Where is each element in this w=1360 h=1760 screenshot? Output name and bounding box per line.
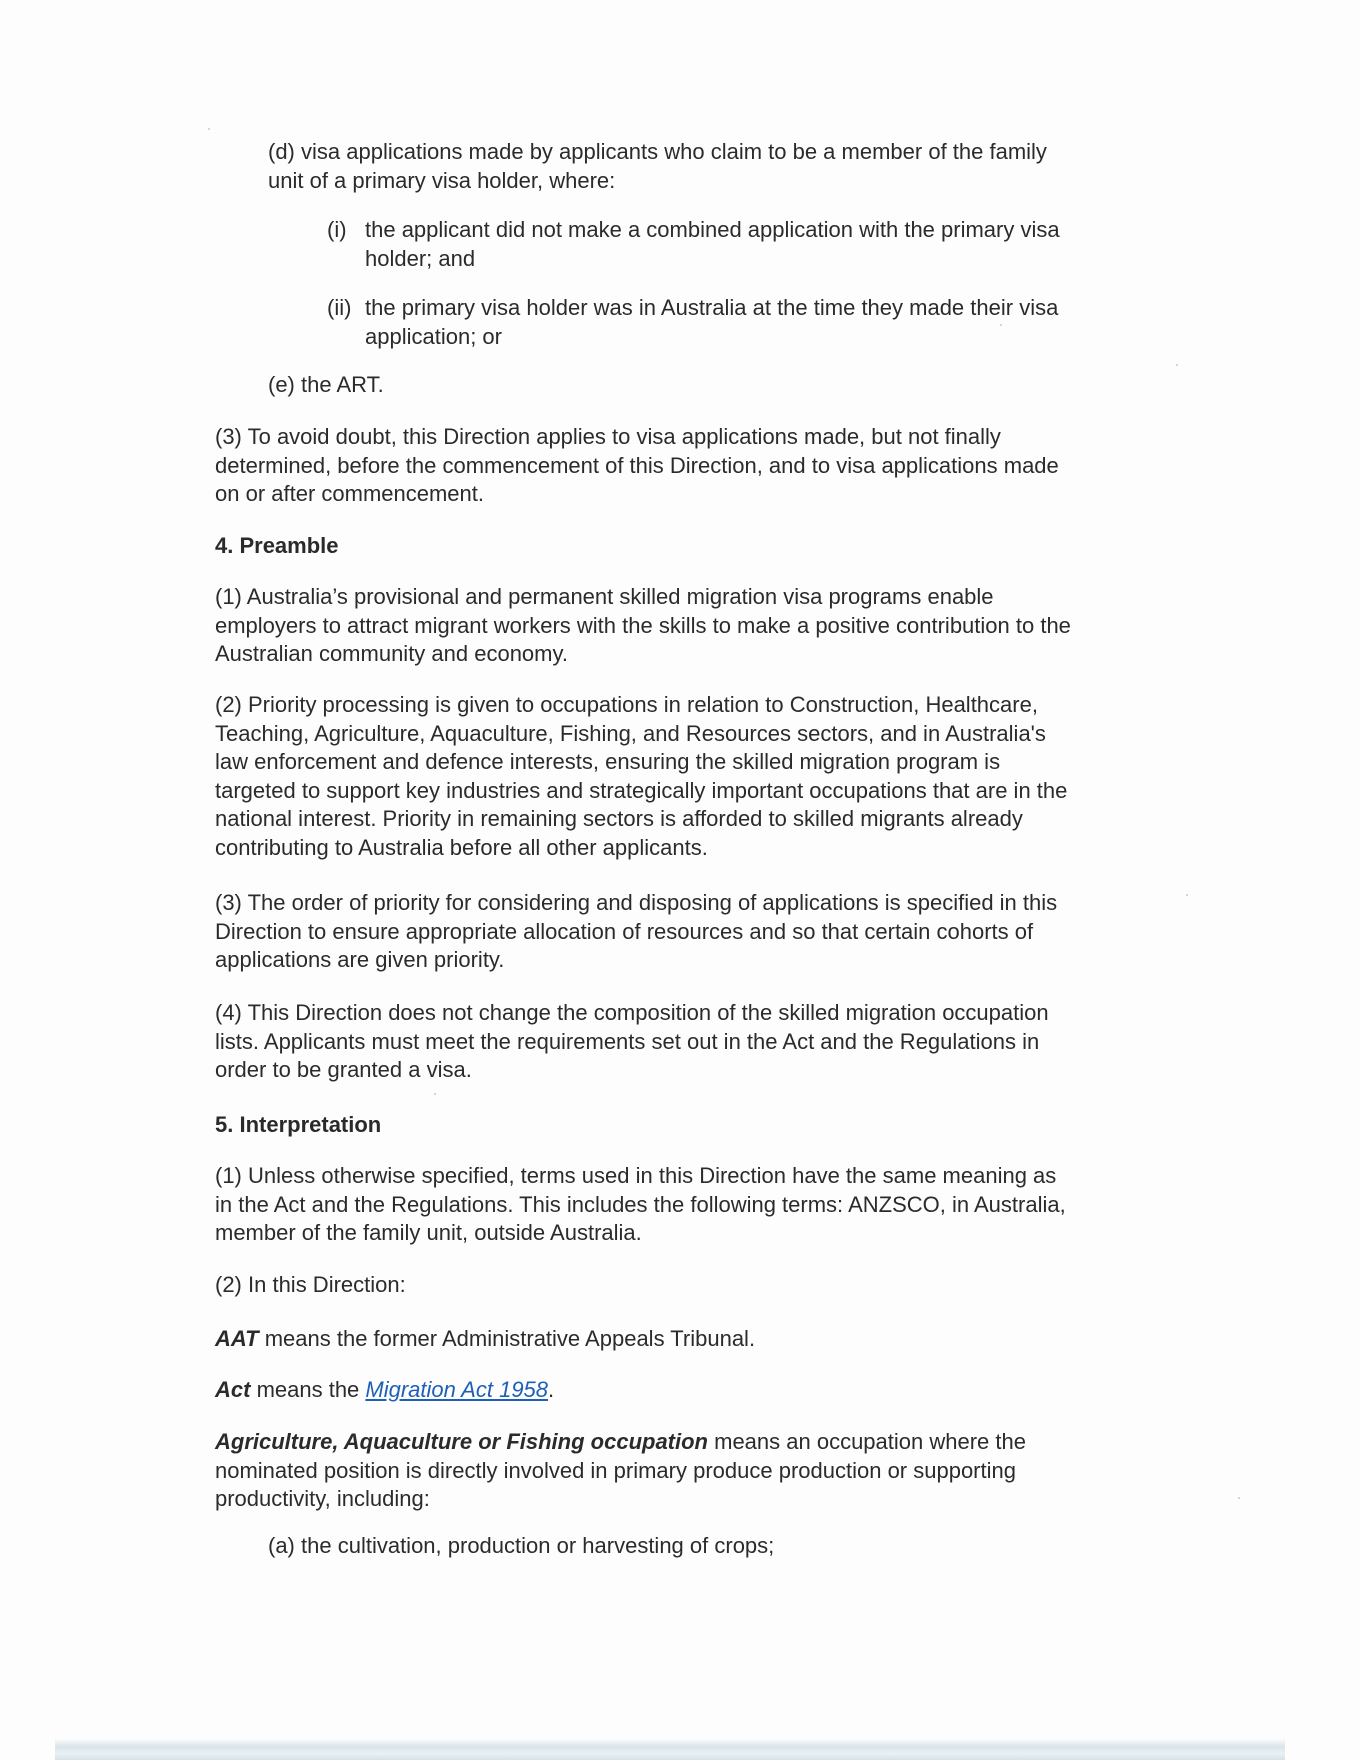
definition-aat: AAT means the former Administrative Appeals Tribunal. xyxy=(215,1326,756,1351)
list-item-d xyxy=(268,138,1047,195)
scan-speck xyxy=(1000,324,1002,326)
list-item-d-i-label: (i) xyxy=(327,217,347,242)
definition-term-aat: AAT xyxy=(215,1326,259,1351)
definition-agriculture-item-a: (a) the cultivation, production or harvesting of crops; xyxy=(268,1533,775,1558)
section-heading-interpretation: 5. Interpretation xyxy=(215,1112,382,1137)
interpretation-paragraph-2: (2) In this Direction: xyxy=(215,1272,406,1297)
definition-term-agriculture: Agriculture, Aquaculture or Fishing occupation xyxy=(215,1429,708,1454)
list-item-d-ii-label: (ii) xyxy=(327,295,352,320)
preamble-paragraph-1: (1) Australia’s provisional and permanent skilled migration visa programs enable employers to attract migrant workers with the skills to make a positive contribution to the Australian community and economy. xyxy=(215,584,1071,666)
paragraph-3-3: (3) To avoid doubt, this Direction applies to visa applications made, but not finally determined, before the commencement of this Direction, and to visa applications made on or after commencement. xyxy=(215,424,1059,506)
scan-speck xyxy=(1186,894,1188,896)
preamble-paragraph-2: (2) Priority processing is given to occupations in relation to Construction, Healthcare, Teaching, Agriculture, Aquaculture, Fishing, and Resources sectors, and in Australia's law enforcement and defence interests, ensuring the skilled migration program is targeted to support key industries and strategically important occupations that are in the national interest. Priority in remaining sectors is afforded to skilled migrants already contributing to Australia before all other applicants. xyxy=(215,692,1068,860)
list-item-d-i: the applicant did not make a combined application with the primary visa holder; and xyxy=(365,217,1060,271)
definition-agriculture: Agriculture, Aquaculture or Fishing occupation means an occupation where the nominated position is directly involved in primary produce production or supporting productivity, including: xyxy=(215,1429,1026,1511)
scan-bottom-edge xyxy=(55,1738,1285,1760)
preamble-paragraph-4: (4) This Direction does not change the composition of the skilled migration occupation lists. Applicants must meet the requirements set out in the Act and the Regulations in order to be granted a visa. xyxy=(215,1000,1049,1082)
definition-term-act: Act xyxy=(215,1377,251,1402)
scan-speck xyxy=(1238,1497,1240,1499)
section-heading-preamble: 4. Preamble xyxy=(215,533,339,558)
scan-speck xyxy=(208,128,210,130)
definition-act: Act means the Migration Act 1958. xyxy=(215,1377,555,1402)
scan-speck xyxy=(434,1093,436,1095)
scan-speck xyxy=(1176,364,1178,366)
list-item-d-line1: (d) visa applications made by applicants who claim to be a member of the family xyxy=(268,139,1047,164)
migration-act-link[interactable]: Migration Act 1958 xyxy=(365,1377,549,1402)
preamble-paragraph-3: (3) The order of priority for considering and disposing of applications is specified in this Direction to ensure appropriate allocation of resources and so that certain cohorts of applications are given priority. xyxy=(215,890,1058,972)
interpretation-paragraph-1: (1) Unless otherwise specified, terms used in this Direction have the same meaning as in the Act and the Regulations. This includes the following terms: ANZSCO, in Australia, member of the family unit, outside Australia. xyxy=(215,1163,1066,1245)
list-item-d-ii: the primary visa holder was in Australia at the time they made their visa application; or xyxy=(365,295,1059,349)
list-item-d-line2: unit of a primary visa holder, where: xyxy=(268,167,616,193)
list-item-e: (e) the ART. xyxy=(268,372,384,397)
